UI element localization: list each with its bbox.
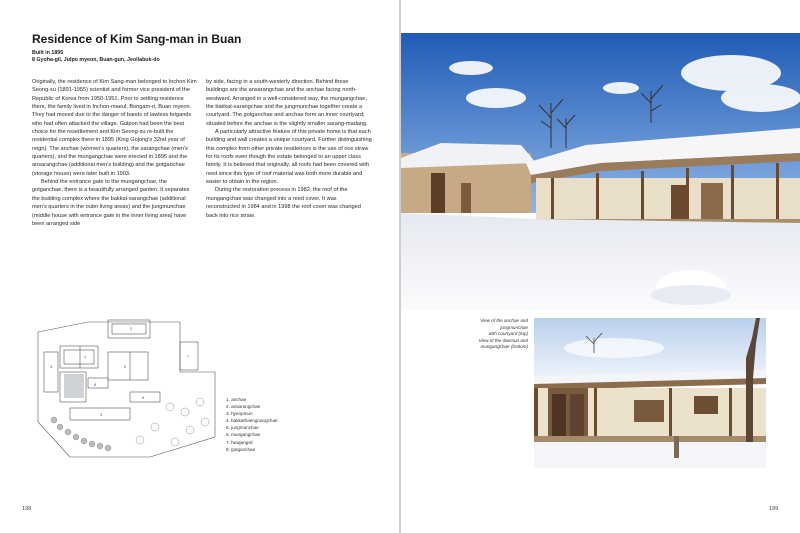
legend-item: 5. jungmunchae: [226, 425, 259, 431]
text-column-2: [206, 78, 372, 220]
paragraph: A particularly attractive feature of this private home is that each building and wall creates a unique courtyard. Further distinguishing this complex from other private residences is the use of rice straw for its roofs even though the estate belonged to an upper class family. It is believed that originally, all roofs had been covered with reed since this type of roof material was both more durable and easier to obtain in the region.: [206, 129, 372, 186]
plan-legend: [226, 396, 278, 453]
main-photo-courtyard: [401, 33, 800, 310]
legend-item: 1. anchae: [226, 397, 247, 402]
paragraph: Behind the entrance gate to the mungangchae, the gotganchae, there is a beautifully arranged garden. It separates the building complex where the bakkat-sarangchae (additional men's quarters in the outer living areas) and the jungmunchae (middle house with entrance gate in the inner living area) have been arranged side: [32, 179, 190, 227]
address: 8 Gyoha-gil, Julpo myeon, Buan-gun, Jeollabuk-do: [32, 57, 160, 64]
building-meta: [32, 50, 160, 64]
photo-caption: [440, 318, 528, 351]
site-plan-diagram: [30, 312, 218, 462]
legend-item: 4. bakkathaengnangchae: [226, 418, 278, 424]
text-column-1: [32, 78, 198, 228]
built-year: Built in 1895: [32, 50, 64, 56]
legend-item: 3. hyeopmun: [226, 411, 253, 417]
plan-number: 1: [84, 354, 87, 359]
page-number-left: 198: [22, 506, 32, 512]
legend-item: 2. ansarangchae: [226, 404, 261, 410]
left-page: [0, 0, 399, 533]
legend-item: 7. hwajangsil: [226, 439, 253, 445]
plan-number: 3: [50, 364, 53, 369]
secondary-photo-gate: [534, 318, 766, 468]
plan-number: 7: [187, 354, 190, 359]
plan-number: 5: [124, 364, 127, 369]
caption-line: mungangchae (bottom): [480, 344, 528, 350]
paragraph: Originally, the residence of Kim Sang-man belonged to Inchon Kim Seong-su (1891-1955) scientist and former vice president of the Republic of Korea from 1950-1951. Prior to settling residence there, the family lived in Inchon-maeul, Bongam-ri, Buan myeon. They had moved due to the danger of bands of lawless brigands who had often attacked the village. Gulpon had been the best choice for the resettlement and Kim Seong-su re-built the residential complex there in 1895 (King Gojong's 32nd year of reign). The anchae (women's quarters), the sarangchae (men's quarters), and the mungangchae were erected in 1895 and the ansarangchae (additional men's building) and the gotganchae (storage house) were later built in 1903.: [32, 79, 197, 177]
paragraph: During the restoration process in 1982, the roof of the mungangchae was changed into a reed cover. It was reconstructed in 1984 and in 1998 the roof cover was changed back into rice straw.: [206, 187, 361, 219]
plan-number: 4: [100, 412, 103, 417]
caption-line: View of the daemun and: [478, 337, 528, 343]
page-title: Residence of Kim Sang-man in Buan: [32, 32, 242, 46]
caption-line: jungmunchae: [500, 324, 528, 330]
legend-item: 6. mungangchae: [226, 432, 261, 438]
legend-item: 8. gotganchae: [226, 446, 256, 452]
plan-number: 2: [130, 326, 133, 331]
paragraph: by side, facing in a south-westerly direction. Behind these buildings are the ansarangchae and the anchae facing north-westward. Arranged in a well-considered way, the mungangchae, the bakkat-sarangchae and the jungmunchae together create a courtyard. The gotganchae and anchae form an inner courtyard; situated before the anchae is the slightly smaller sarang-madang.: [206, 79, 368, 127]
plan-number: 6: [142, 395, 145, 400]
caption-line: with courtyard (top): [488, 331, 528, 337]
plan-number: 8: [94, 382, 97, 387]
page-number-right: 199: [769, 506, 779, 512]
caption-line: View of the anchae and: [480, 318, 528, 323]
